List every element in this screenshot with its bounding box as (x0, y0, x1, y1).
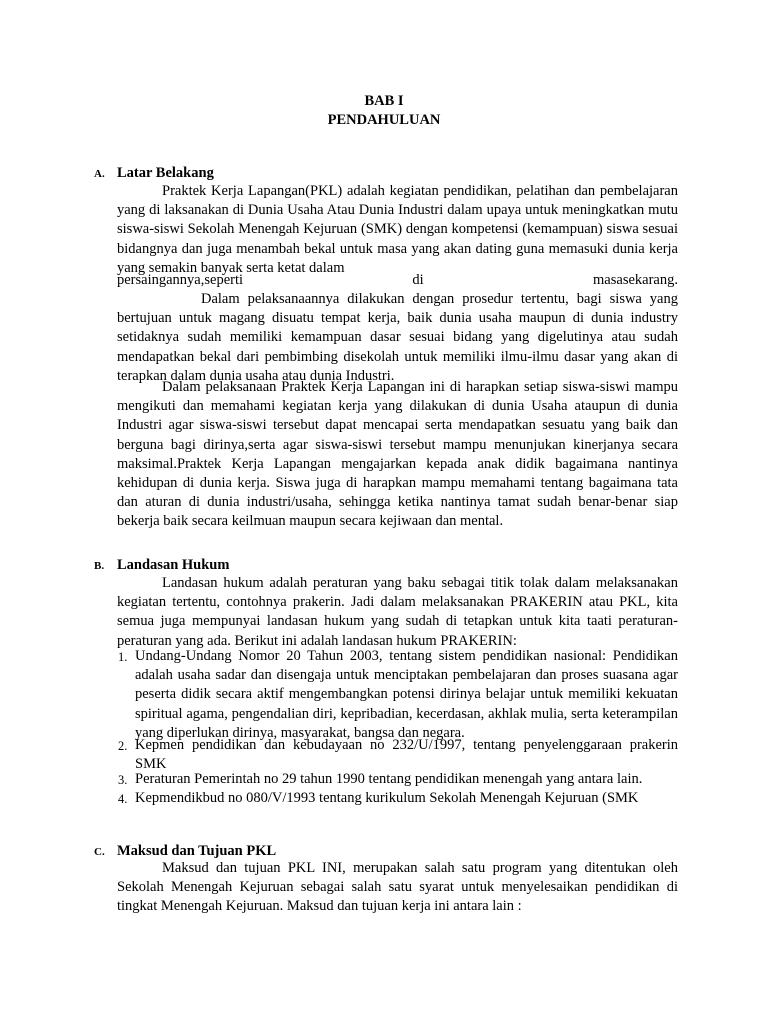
section-a-title: Latar Belakang (117, 165, 214, 181)
section-c-paragraph-1: Maksud dan tujuan PKL INI, merupakan salah satu program yang ditentukan oleh Sekolah Menengah Kejuruan sebagai salah satu syarat untuk menyelesaikan pendidikan di tingkat Menengah Kejuruan. Maksud dan tujuan kerja ini antara lain : (117, 860, 678, 915)
section-c-letter: C. (94, 846, 105, 858)
chapter-number: BAB I (364, 93, 404, 109)
spread-word-1: persaingannya,seperti (117, 272, 244, 288)
section-a-paragraph-2: Dalam pelaksanaannya dilakukan dengan prosedur tertentu, bagi siswa yang bertujuan untuk magang disuatu tempat kerja, baik dunia usaha maupun di dunia industry setidaknya sudah memiliki kemampuan dasar sesuai bidang yang digelutinya atau sudah mendapatkan bekal dari pembimbing disekolah untuk memiliki ilmu-ilmu dasar yang akan di terapkan dalam dunia usaha atau dunia Industri. (117, 291, 678, 384)
spread-word-2: di (412, 272, 424, 288)
list-item-4-text: Kepmendikbud no 080/V/1993 tentang kurikulum Sekolah Menengah Kejuruan (SMK (135, 790, 639, 806)
section-c-title: Maksud dan Tujuan PKL (117, 843, 277, 859)
list-item-3-text: Peraturan Pemerintah no 29 tahun 1990 tentang pendidikan menengah yang antara lain. (135, 771, 643, 787)
section-a-paragraph-3: Dalam pelaksanaan Praktek Kerja Lapangan ini di harapkan setiap siswa-siswi mampu mengikuti dan memahami kegiatan kerja yang dilakukan di dunia Usaha ataupun di dunia Industri agar siswa-siswi tersebut dapat mencapai serta mendapatkan sesuatu yang baik dan berguna bagi dirinya,serta agar siswa-siswi tersebut mampu menunjukan kinerjanya secara maksimal.Praktek Kerja Lapangan mengajarkan kepada anak didik bagaimana nantinya kehidupan di dunia kerja. Siswa juga di harapkan mampu memahami tentang bagaimana tata dan aturan di dunia industri/usaha, sehingga ketika nantinya tamat sudah benar-benar siap bekerja baik secara keilmuan maupun secara kejiwaan dan mental. (117, 379, 678, 530)
list-item-2-text: Kepmen pendidikan dan kebudayaan no 232/U/1997, tentang penyelenggaraan prakerin SMK (135, 737, 678, 773)
list-item-1-number: 1. (118, 650, 128, 664)
section-a-paragraph-1: Praktek Kerja Lapangan(PKL) adalah kegiatan pendidikan, pelatihan dan pembelajaran yang di laksanakan di Dunia Usaha Atau Dunia Industri dalam upaya untuk meningkatkan mutu siswa-siswi Sekolah Menengah Kejuruan (SMK) dengan kompetensi (kemampuan) siswa sesuai bidangnya dan juga menambah bekal untuk masa yang akan dating guna memasuki dunia kerja yang semakin banyak serta ketat dalam (117, 183, 678, 276)
list-item-1-text: Undang-Undang Nomor 20 Tahun 2003, tentang sistem pendidikan nasional: Pendidikan adalah usaha sadar dan disengaja untuk menciptakan pembelajaran dan proses suasana agar peserta didik secara aktif mengembangkan potensi dirinya belajar untuk memiliki kekuatan spiritual agama, pengendalian diri, kepribadian, kecerdasan, akhlak mulia, serta keterampilan yang diperlukan dirinya, masyarakat, bangsa dan negara. (135, 648, 678, 741)
spread-word-3: masasekarang. (593, 272, 678, 288)
section-b-paragraph-1: Landasan hukum adalah peraturan yang baku sebagai titik tolak dalam melaksanakan kegiatan tertentu, contohnya prakerin. Jadi dalam melaksanakan PRAKERIN atau PKL, kita semua juga mempunyai landasan hukum yang sudah di tetapkan untuk kita taati peraturan-peraturan yang ada. Berikut ini adalah landasan hukum PRAKERIN: (117, 575, 678, 649)
chapter-title: PENDAHULUAN (327, 112, 441, 128)
list-item-2-number: 2. (118, 739, 128, 753)
section-b-letter: B. (94, 560, 105, 572)
section-b-title: Landasan Hukum (117, 557, 230, 573)
section-a-letter: A. (94, 168, 105, 180)
list-item-4-number: 4. (118, 792, 128, 806)
section-a-spread-line (117, 271, 678, 290)
list-item-3-number: 3. (118, 773, 128, 787)
